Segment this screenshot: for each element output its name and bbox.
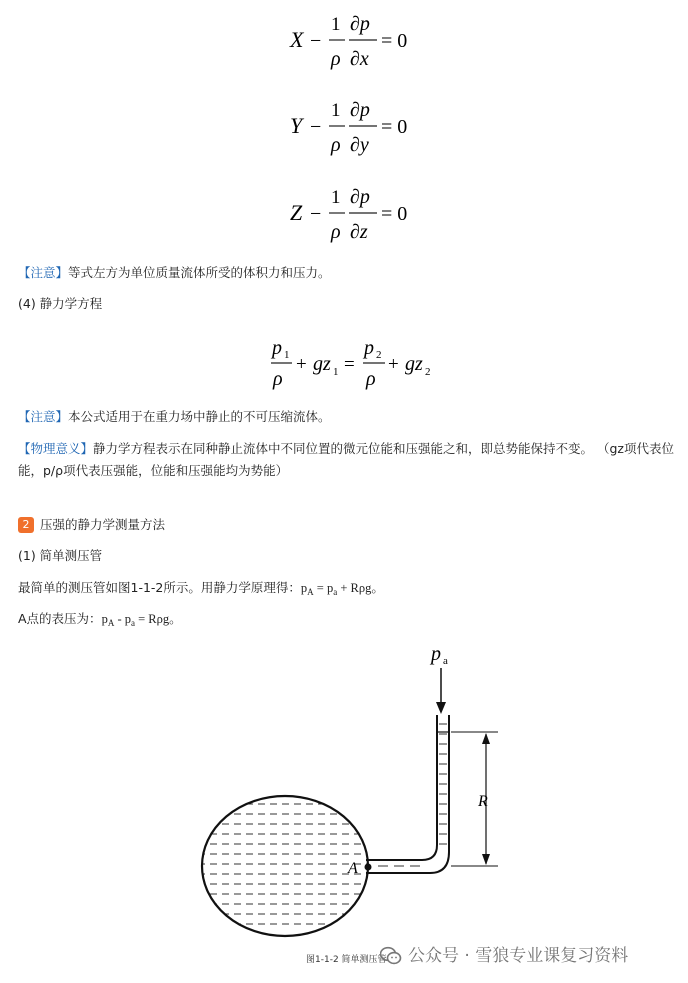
eq-x-equals: = 0 (381, 30, 408, 52)
hydro-plus-1: + (296, 354, 307, 375)
section-number-badge: 2 (18, 517, 34, 533)
dimension-arrow-top (482, 733, 490, 744)
eq-y-dp: ∂p (350, 99, 370, 121)
paragraph-principle: 最简单的测压管如图1-1-2所示。用静力学原理得：$p_A = p_a + R\rho g$。 (18, 580, 384, 597)
physics-meaning-paragraph (18, 438, 678, 482)
hydro-sub-2: 2 (376, 349, 382, 361)
eq-z-dvar: ∂z (350, 221, 368, 243)
paragraph-text: A点的表压为： (18, 611, 102, 626)
eq-x-rho: ρ (331, 48, 341, 70)
eq-y-dvar: ∂y (350, 134, 369, 156)
hydro-p1: p (272, 337, 282, 359)
heading-text: (1) 简单测压管 (18, 548, 103, 563)
note-paragraph-2 (18, 406, 678, 428)
hydro-rho-2: ρ (366, 368, 376, 390)
figure-caption: 图1-1-2 简单测压管 (306, 955, 387, 965)
watermark (380, 944, 628, 968)
formula-gauge: $p_A - p_a = R\rho g$ (101, 612, 170, 628)
eq-x-minus: − (310, 30, 322, 52)
point-a-marker (365, 864, 372, 871)
hydro-gz-sub-1: 1 (333, 366, 339, 378)
label-pa-p: p (431, 643, 441, 665)
eq-x-dp: ∂p (350, 13, 370, 35)
subsection-heading-1 (18, 545, 678, 567)
eq-x-dvar: ∂x (350, 48, 369, 70)
note-paragraph-1 (18, 262, 678, 284)
hydro-plus-2: + (388, 354, 399, 375)
tube-inner-wall (366, 715, 437, 860)
hydro-sub-1: 1 (284, 349, 290, 361)
paragraph-gauge-pressure: A点的表压为：$p_A - p_a = R\rho g$。 (18, 611, 182, 628)
label-r: R (478, 793, 488, 810)
atmospheric-pressure-arrowhead (436, 702, 446, 714)
note-tag: 【注意】 (18, 265, 69, 280)
physics-text-1: 静力学方程表示在同种静止流体中不同位置的微元位能和压强能之和，即总势能保持不变。 （gz项代表位 (93, 441, 674, 456)
section-title: 压强的静力学测量方法 (40, 517, 166, 532)
note-tag: 【注意】 (18, 409, 69, 424)
equation-x (0, 2, 688, 92)
eq-z-lhs: Z (290, 200, 303, 225)
note-text: 本公式适用于在重力场中静止的不可压缩流体。 (68, 409, 331, 424)
hydro-rho-1: ρ (273, 368, 283, 390)
hydro-p2: p (364, 337, 374, 359)
section-heading-4 (18, 293, 678, 315)
eq-x-lhs: X (290, 27, 304, 52)
equation-z (0, 175, 688, 265)
piezometer-figure (198, 640, 504, 940)
dimension-arrow-bottom (482, 854, 490, 865)
wechat-icon (380, 946, 402, 966)
eq-z-minus: − (310, 203, 322, 225)
hydro-gz-sub-2: 2 (425, 366, 431, 378)
eq-y-lhs: Y (290, 113, 303, 138)
tank-outline (202, 796, 368, 936)
note-text: 等式左方为单位质量流体所受的体积力和压力。 (68, 265, 331, 280)
formula-pA-eq: $p_A = p_a + R\rho g$ (300, 581, 372, 597)
eq-z-equals: = 0 (381, 203, 408, 225)
label-a: A (348, 860, 358, 877)
heading-text: (4) 静力学方程 (18, 296, 103, 311)
eq-y-one: 1 (331, 100, 341, 121)
equation-y (0, 88, 688, 178)
physics-text-2: 能，p/ρ项代表压强能，位能和压强能均为势能） (18, 463, 289, 478)
eq-z-dp: ∂p (350, 186, 370, 208)
paragraph-text: 最简单的测压管如图1-1-2所示。用静力学原理得： (18, 580, 301, 595)
watermark-text: 公众号 · 雪狼专业课复习资料 (408, 946, 629, 966)
label-pa-sub: a (443, 655, 448, 667)
eq-z-one: 1 (331, 187, 341, 208)
physics-tag: 【物理意义】 (18, 441, 94, 456)
eq-y-minus: − (310, 116, 322, 138)
section-2-heading (18, 514, 678, 536)
eq-y-equals: = 0 (381, 116, 408, 138)
hydro-gz-1: gz (313, 353, 331, 375)
hydro-equals: = (344, 354, 355, 375)
eq-x-one: 1 (331, 14, 341, 35)
eq-z-rho: ρ (331, 221, 341, 243)
hydro-gz-2: gz (405, 353, 423, 375)
eq-y-rho: ρ (331, 134, 341, 156)
